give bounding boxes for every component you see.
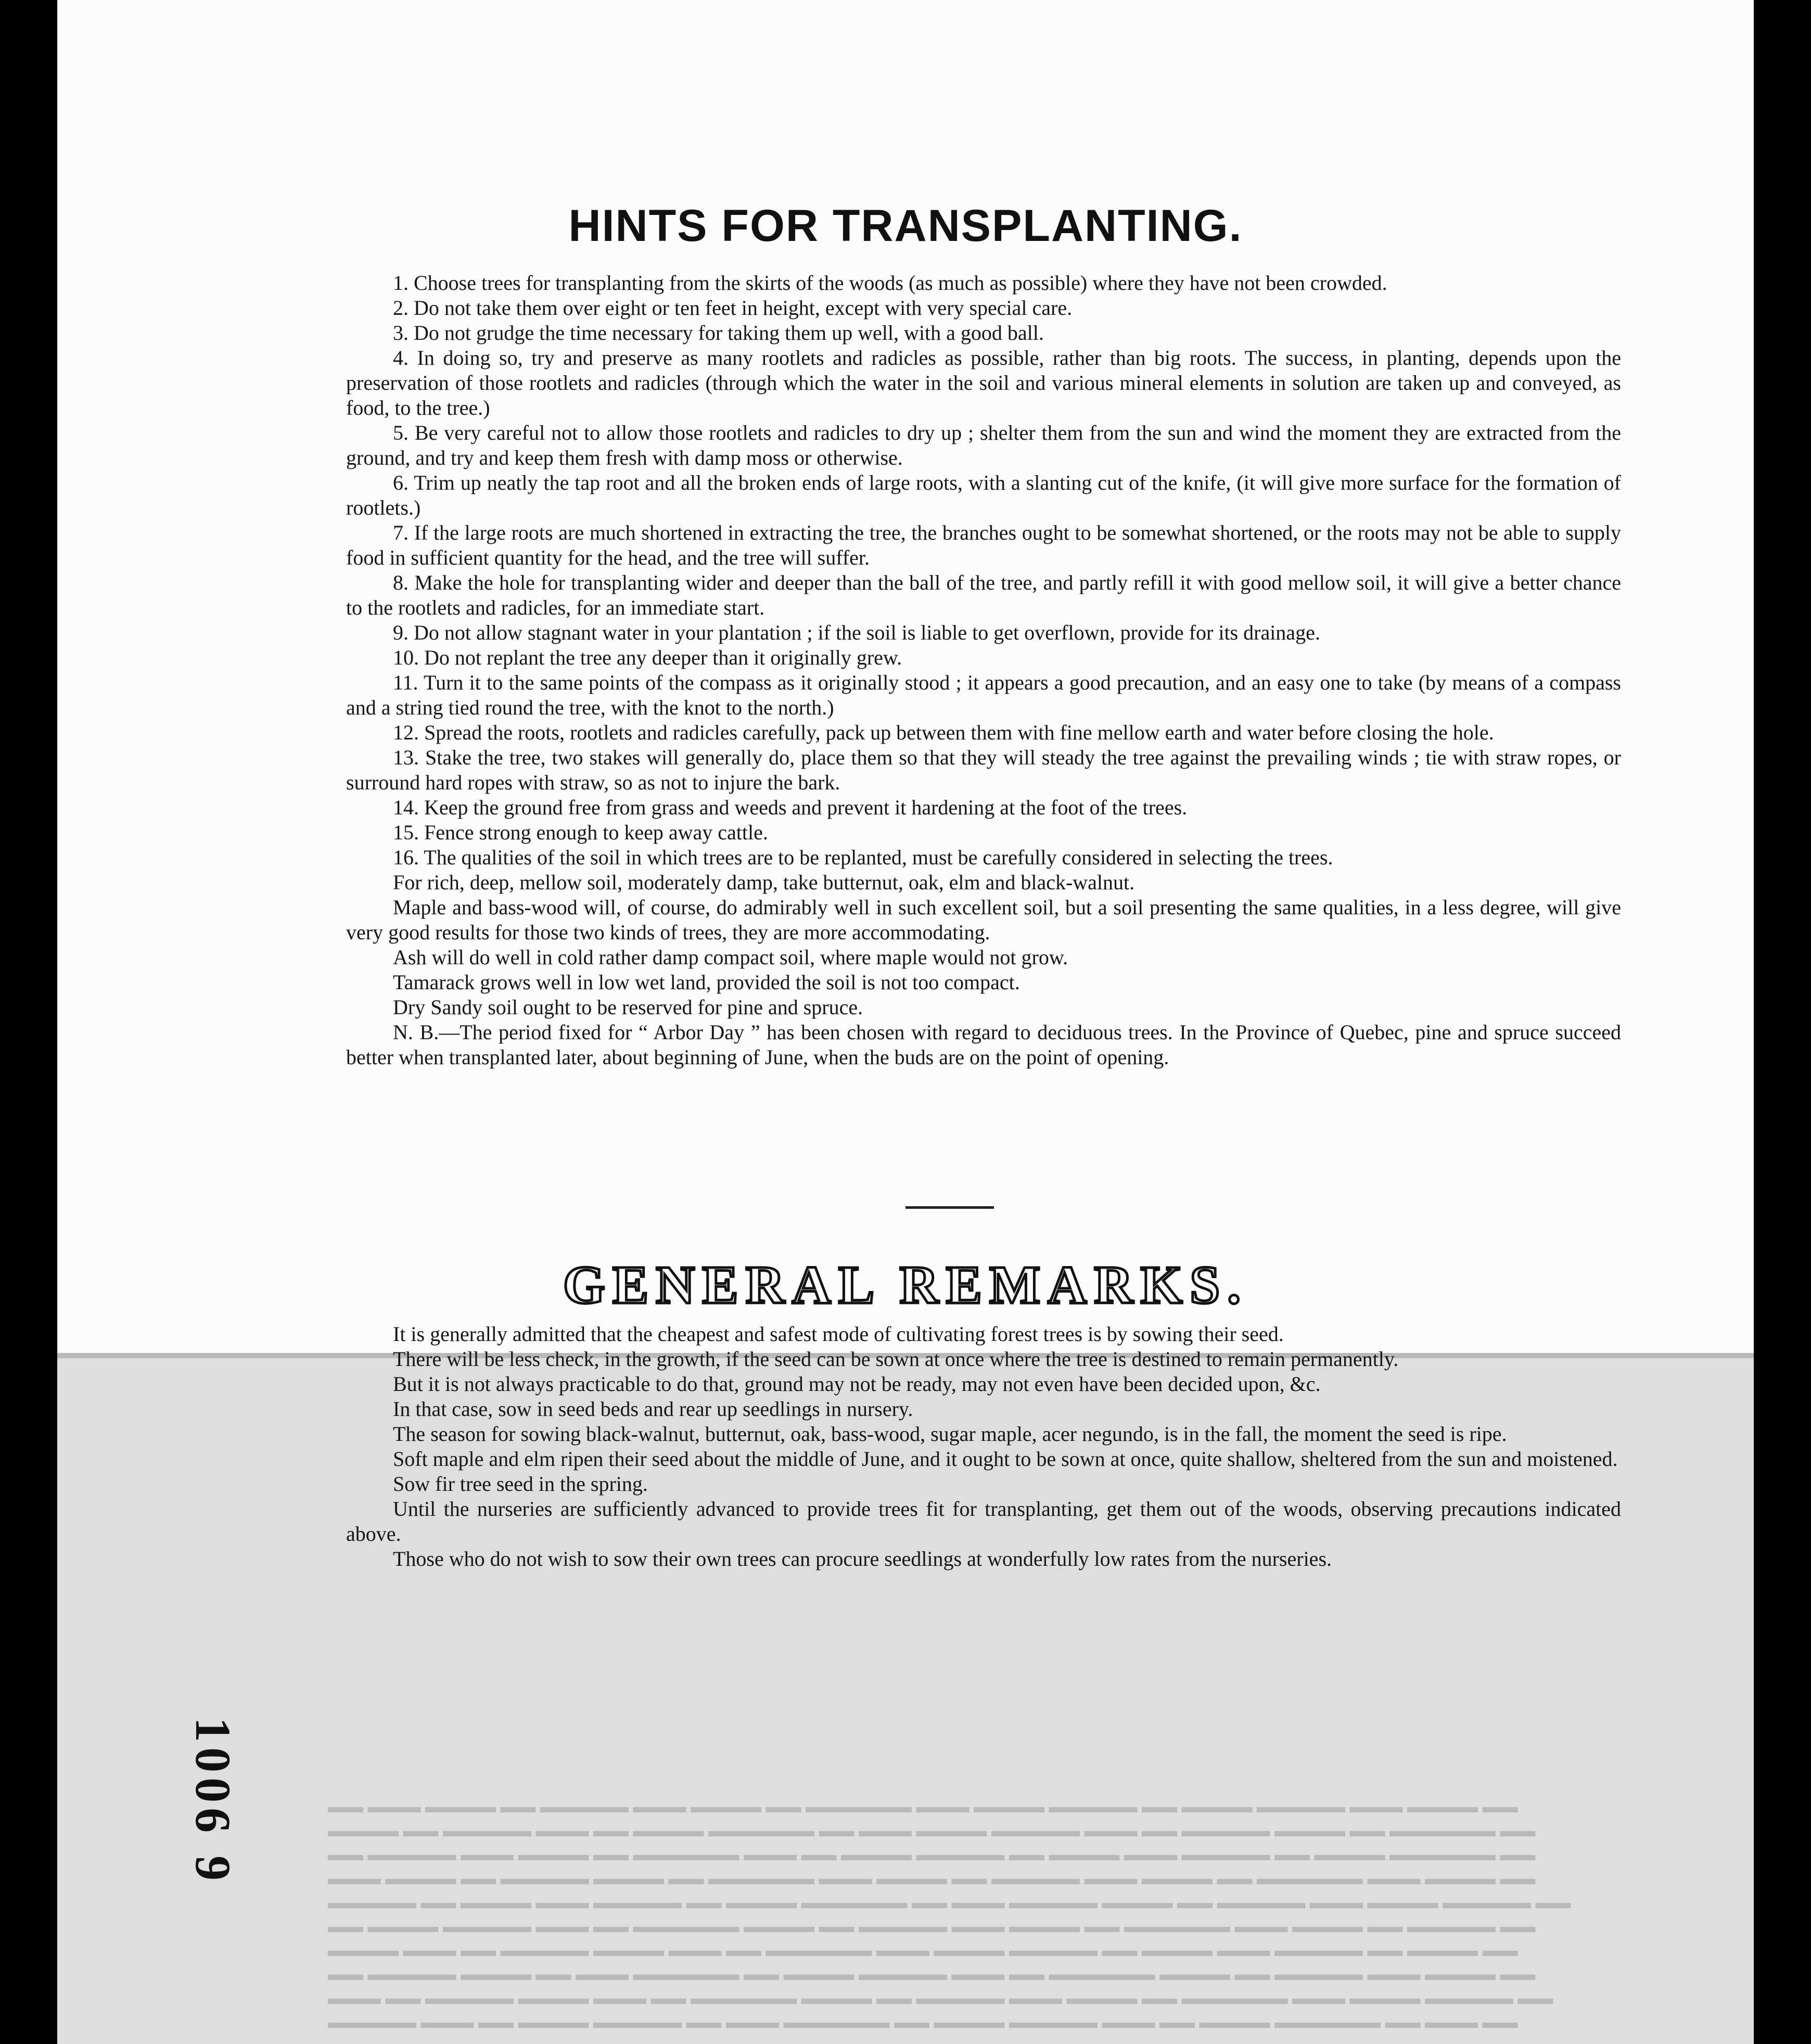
hint-paragraph: Ash will do well in cold rather damp compact soil, where maple would not grow. [393, 946, 1068, 969]
hint-paragraph: 3. Do not grudge the time necessary for taking them up well, with a good ball. [393, 321, 1044, 344]
remarks-list [346, 1322, 1621, 1572]
hint-paragraph: 1. Choose trees for transplanting from the skirts of the woods (as much as possible) where they have not been crowded. [393, 271, 1387, 295]
hint-paragraph: 13. Stake the tree, two stakes will generally do, place them so that they will steady the tree against the prevailing winds ; tie with straw ropes, or surround hard ropes with straw, so as not to injure the bark. [346, 746, 1621, 794]
remark-paragraph: It is generally admitted that the cheapest and safest mode of cultivating forest trees is by sowing their seed. [393, 1322, 1284, 1346]
hint-paragraph: 15. Fence strong enough to keep away cattle. [393, 821, 768, 844]
remarks-title: GENERAL REMARKS. [563, 1255, 1248, 1315]
remark-paragraph: Those who do not wish to sow their own trees can procure seedlings at wonderfully low rates from the nurseries. [393, 1547, 1332, 1570]
hint-paragraph: 11. Turn it to the same points of the compass as it originally stood ; it appears a good precaution, and an easy one to take (by means of a compass and a string tied round the tree, with the knot to the north.) [346, 671, 1621, 719]
hints-list [346, 271, 1621, 1070]
section-divider [906, 1206, 994, 1209]
remark-paragraph: There will be less check, in the growth, if the seed can be sown at once where the tree is destined to remain permanently. [393, 1347, 1399, 1371]
hint-paragraph: 9. Do not allow stagnant water in your plantation ; if the soil is liable to get overflown, provide for its drainage. [393, 621, 1320, 644]
hint-paragraph: Tamarack grows well in low wet land, provided the soil is not too compact. [393, 970, 1020, 994]
hint-paragraph: 10. Do not replant the tree any deeper than it originally grew. [393, 646, 902, 669]
hint-paragraph: 6. Trim up neatly the tap root and all the broken ends of large roots, with a slanting cut of the knife, (it will give more surface for the formation of rootlets.) [346, 471, 1621, 519]
remark-paragraph: Soft maple and elm ripen their seed about the middle of June, and it ought to be sown at once, quite shallow, sheltered from the sun and moistened. [393, 1447, 1618, 1471]
hint-paragraph: 7. If the large roots are much shortened in extracting the tree, the branches ought to be somewhat shortened, or the roots may not be able to supply food in sufficient quantity for the head, and the tree will suffer. [346, 521, 1621, 569]
hint-paragraph: 8. Make the hole for transplanting wider and deeper than the ball of the tree, and partly refill it with good mellow soil, it will give a better chance to the rootlets and radicles, for an immediate start. [346, 571, 1621, 619]
remark-paragraph: But it is not always practicable to do that, ground may not be ready, may not even have been decided upon, &c. [393, 1372, 1321, 1396]
hint-paragraph: 5. Be very careful not to allow those rootlets and radicles to dry up ; shelter them from the sun and wind the moment they are extracted from the ground, and try and keep them fresh with damp moss or otherwise. [346, 421, 1621, 469]
hint-paragraph: Dry Sandy soil ought to be reserved for pine and spruce. [393, 995, 863, 1019]
hint-paragraph: Maple and bass-wood will, of course, do admirably well in such excellent soil, but a soil presenting the same qualities, in a less degree, will give very good results for those two kinds of trees, they are more accommodating. [346, 896, 1621, 944]
document-page [57, 0, 1754, 2044]
hint-paragraph: 4. In doing so, try and preserve as many rootlets and radicles as possible, rather than big roots. The success, in planting, depends upon the preservation of those rootlets and radicles (through which the water in the soil and various mineral elements in solution are taken up and conveyed, as food, to the tree.) [346, 346, 1621, 419]
hint-paragraph: 16. The qualities of the soil in which trees are to be replanted, must be carefully considered in selecting the trees. [393, 846, 1333, 869]
hint-paragraph: For rich, deep, mellow soil, moderately damp, take butternut, oak, elm and black-walnut. [393, 871, 1135, 894]
remark-paragraph: In that case, sow in seed beds and rear up seedlings in nursery. [393, 1397, 913, 1421]
archive-stamp-number: 1006 9 [185, 1717, 241, 1886]
hint-paragraph: 12. Spread the roots, rootlets and radicles carefully, pack up between them with fine mellow earth and water before closing the hole. [393, 721, 1494, 744]
remark-paragraph: Until the nurseries are sufficiently advanced to provide trees fit for transplanting, get them out of the woods, observing precautions indicated above. [346, 1497, 1621, 1545]
remark-paragraph: Sow fir tree seed in the spring. [393, 1472, 648, 1496]
bleed-through-texture: ▬▬ ▬▬▬ ▬▬▬▬ ▬▬ ▬▬▬▬▬ ▬▬▬ ▬▬▬▬ ▬▬ ▬▬▬▬▬▬ ▬▬▬ ▬▬▬▬ ▬▬▬▬▬ ▬▬ ▬▬▬▬ ▬▬▬▬▬ ▬▬▬ ▬▬▬▬ ▬▬ ▬▬▬▬ ▬▬ ▬▬▬▬▬ ▬▬▬ ▬▬ ▬▬▬▬ ▬▬▬▬▬▬ ▬▬ ▬▬▬ ▬▬▬▬ ▬▬▬▬▬ ▬▬▬ ▬▬ ▬▬▬▬▬ ▬▬▬▬ ▬▬ ▬▬▬▬▬▬ ▬▬ ▬▬ ▬▬▬▬▬ ▬▬▬ ▬▬▬▬ ▬▬ ▬▬▬▬▬▬ ▬▬▬ ▬▬ ▬▬▬▬ ▬▬▬▬▬ ▬▬ ▬▬▬▬ ▬▬▬ ▬▬▬▬▬ ▬▬ ▬▬▬▬ ▬▬▬▬▬▬ ▬▬ ▬▬▬ ▬▬▬▬ ▬▬ ▬▬▬▬▬ ▬▬▬▬ ▬▬ ▬▬▬▬▬▬ ▬▬▬ ▬▬▬▬ ▬▬ ▬▬▬▬▬ ▬▬▬ ▬▬▬▬ ▬▬ ▬▬▬▬▬▬ ▬▬▬ ▬▬▬▬ ▬▬ ▬▬▬▬▬ ▬▬ ▬▬▬▬ ▬▬▬ ▬▬▬▬▬ ▬▬ ▬▬▬▬ ▬▬▬▬▬▬ ▬▬ ▬▬▬ ▬▬▬▬▬ ▬▬▬▬ ▬▬ ▬▬▬▬▬ ▬▬▬ ▬▬▬▬ ▬▬▬▬▬ ▬▬ ▬▬ ▬▬▬▬ ▬▬▬▬▬ ▬▬▬ ▬▬ ▬▬▬▬▬▬ ▬▬▬▬ ▬▬ ▬▬▬▬▬ ▬▬▬ ▬▬▬▬ ▬▬ ▬▬▬▬▬▬ ▬▬▬ ▬▬▬▬ ▬▬ ▬▬▬▬▬ ▬▬ ▬▬▬▬ ▬▬▬ ▬▬ ▬▬▬▬▬ ▬▬▬▬ ▬▬▬ ▬▬ ▬▬▬▬▬▬ ▬▬▬ ▬▬▬▬ ▬▬▬▬▬ ▬▬ ▬▬▬▬ ▬▬▬ ▬▬▬▬▬ ▬▬ ▬▬▬▬ ▬▬ ▬▬ ▬▬▬▬▬ ▬▬▬▬ ▬▬ ▬▬▬ ▬▬▬▬▬▬ ▬▬ ▬▬▬▬ ▬▬▬▬▬ ▬▬▬ ▬▬ ▬▬▬▬▬▬ ▬▬▬▬ ▬▬ ▬▬▬▬▬ ▬▬▬ ▬▬▬▬ ▬▬ ▬▬▬ ▬▬ ▬▬▬▬▬ ▬▬▬▬ ▬▬▬ ▬▬ ▬▬▬▬▬▬ ▬▬▬▬ ▬▬ ▬▬▬▬▬ ▬▬▬ ▬▬▬▬ ▬▬ ▬▬▬▬▬▬ ▬▬▬ ▬▬▬▬ ▬▬▬▬▬ ▬▬ ▬▬▬▬▬ ▬▬▬ ▬▬ ▬▬▬▬ ▬▬▬▬▬ ▬▬ ▬▬▬ ▬▬▬▬▬▬ ▬▬ ▬▬▬▬ ▬▬▬▬▬ ▬▬▬ ▬▬ ▬▬▬▬ ▬▬▬▬▬▬ ▬▬ ▬▬▬ ▬▬ [328, 1797, 1571, 2032]
hint-paragraph: 14. Keep the ground free from grass and weeds and prevent it hardening at the foot of the trees. [393, 796, 1188, 819]
hint-paragraph: 2. Do not take them over eight or ten feet in height, except with very special care. [393, 296, 1073, 320]
hint-paragraph: N. B.—The period fixed for “ Arbor Day ” has been chosen with regard to deciduous trees. In the Province of Quebec, pine and spruce succeed better when transplanted later, about beginning of June, when the buds are on the point of opening. [346, 1020, 1621, 1069]
hints-title: HINTS FOR TRANSPLANTING. [568, 201, 1243, 251]
remark-paragraph: The season for sowing black-walnut, butternut, oak, bass-wood, sugar maple, acer negundo, is in the fall, the moment the seed is ripe. [393, 1422, 1507, 1446]
